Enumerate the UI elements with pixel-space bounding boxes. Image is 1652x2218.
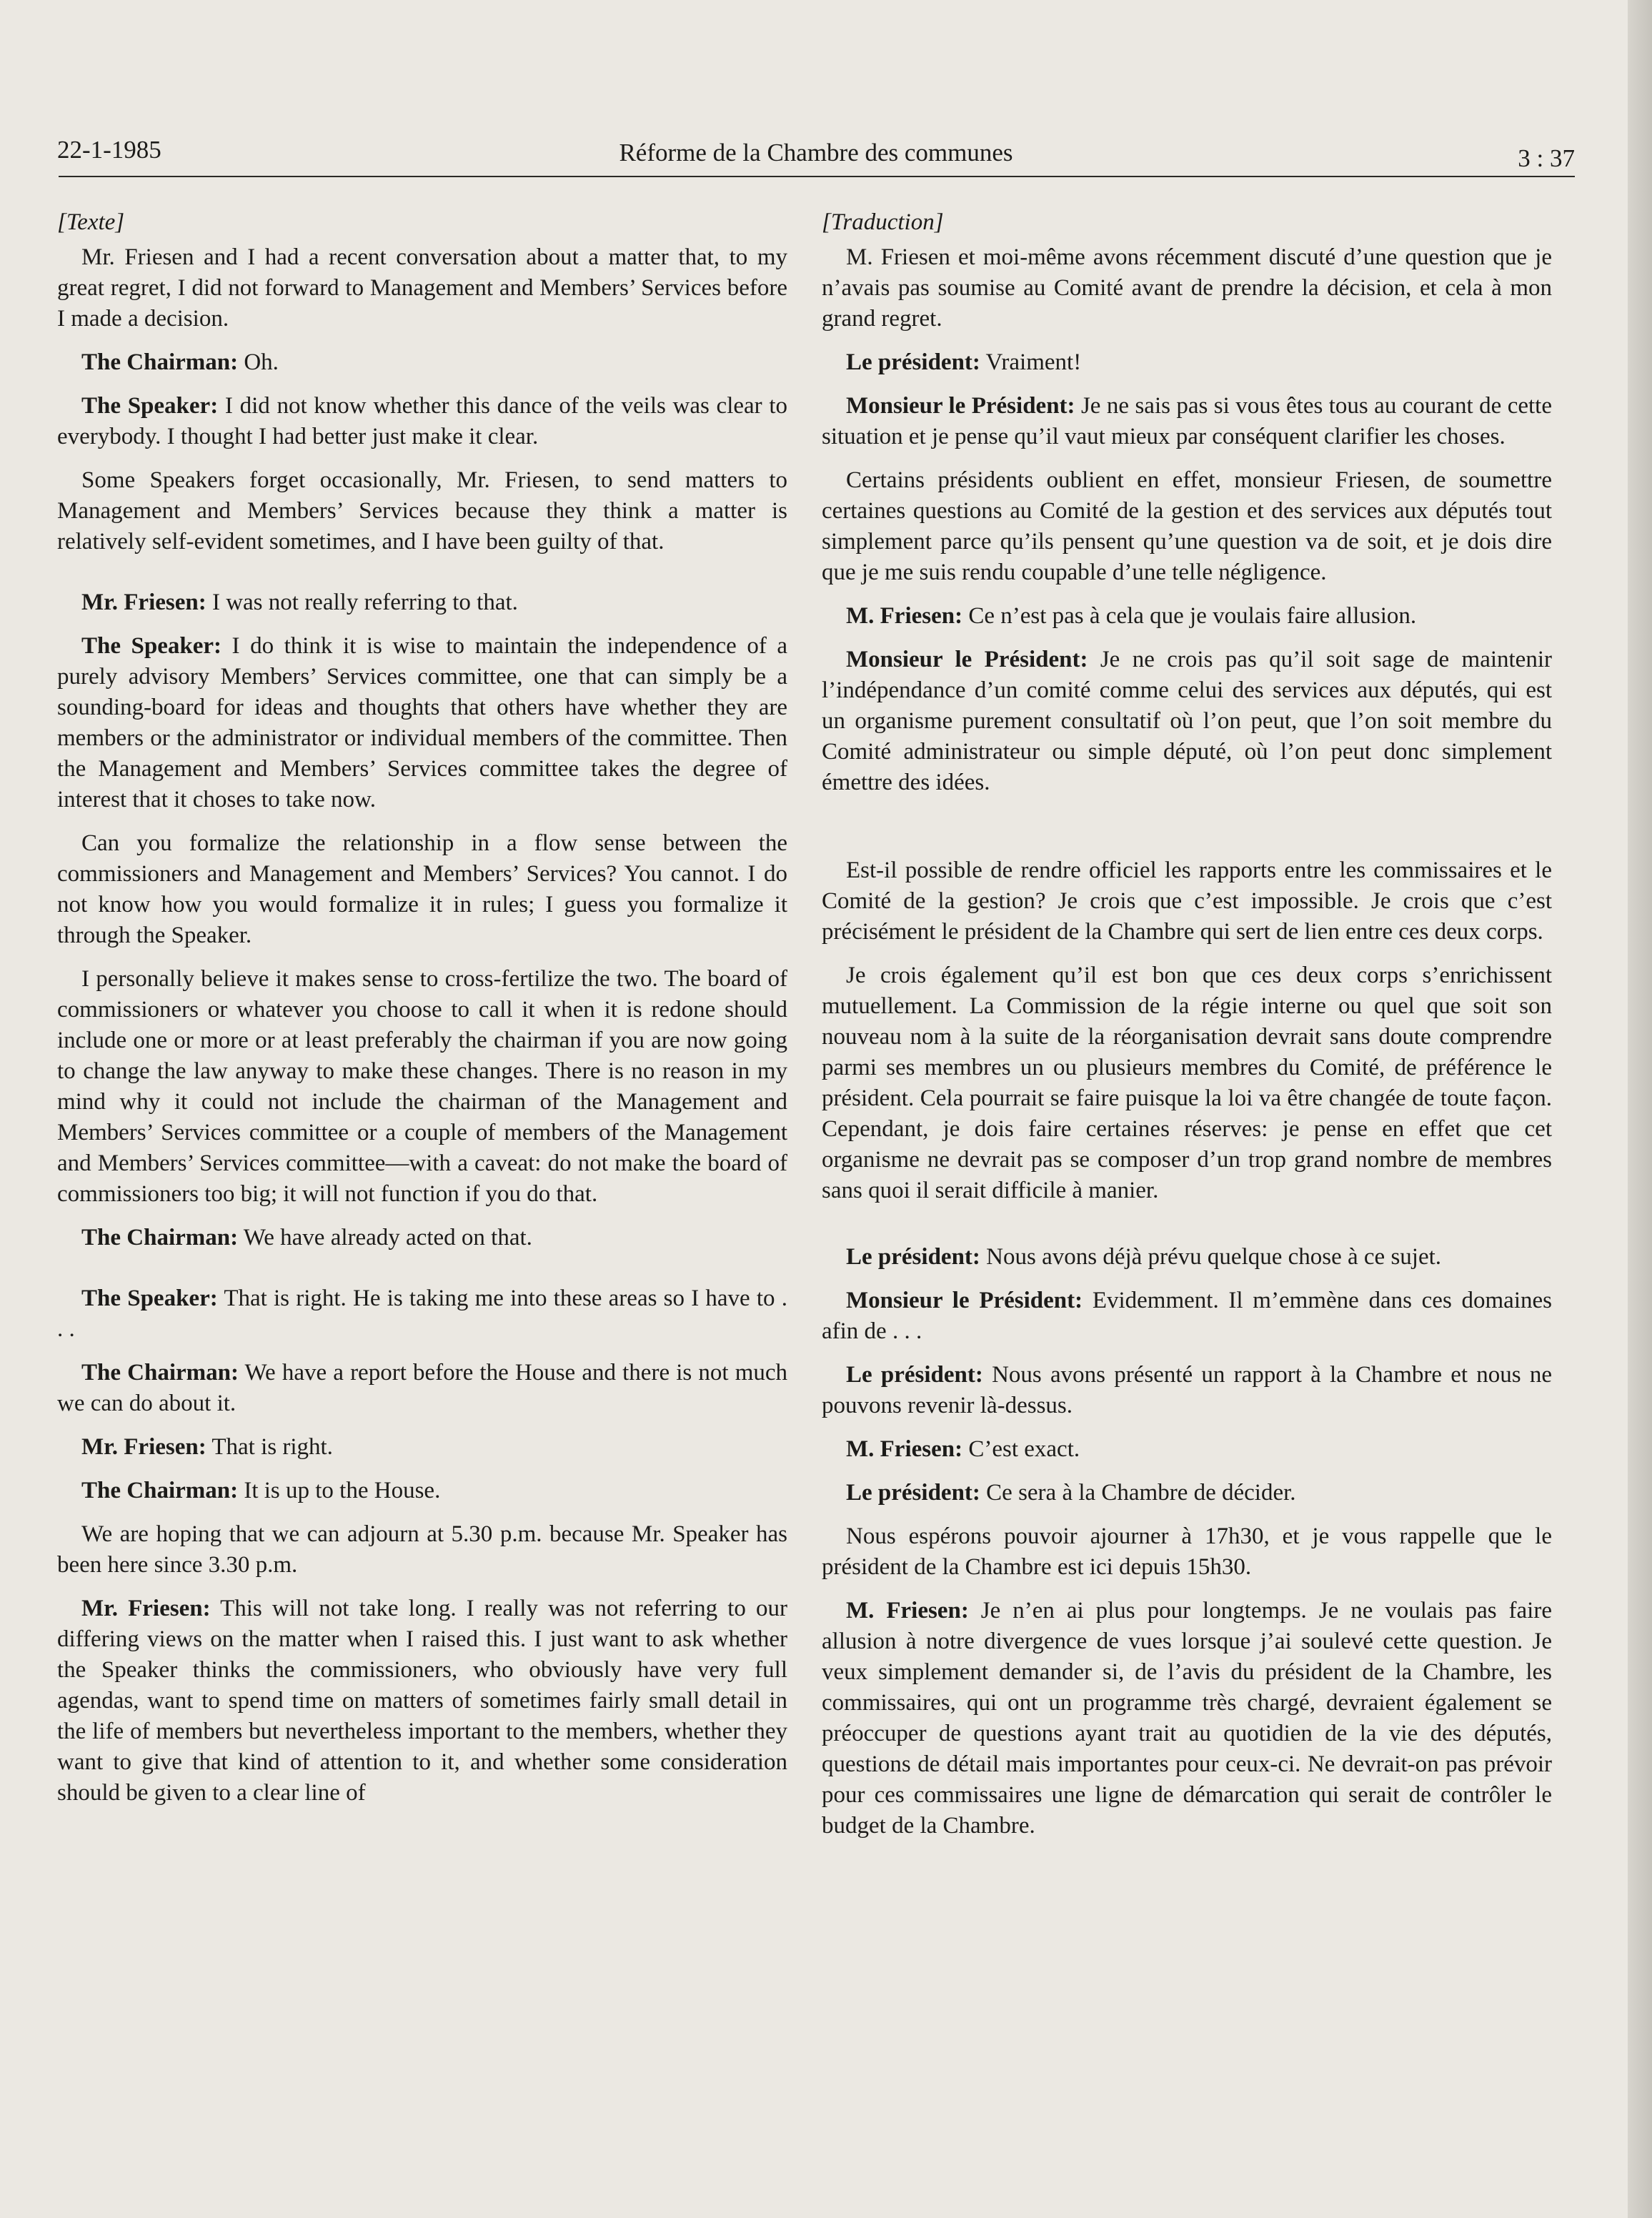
speaker-name: M. Friesen: [846, 603, 963, 629]
speaker-name: The Chairman: [81, 1225, 239, 1250]
paragraph: The Speaker: That is right. He is taking me into these areas so I have to . . . [57, 1285, 788, 1342]
paragraph: Monsieur le Président: Evidemment. Il m’emmène dans ces domaines afin de . . . [822, 1288, 1552, 1344]
page-edge-shadow [1628, 0, 1652, 2218]
speaker-name: Mr. Friesen: [81, 590, 206, 615]
paragraph: I personally believe it makes sense to cross-fertilize the two. The board of commissioners or whatever you choose to call it when it is redone should include one or more or at least preferably the chairman if you are now going to change the law anyway to make these changes. There is no reason in my mind why it could not include the chairman of the Management and Members’ Services committee or a couple of members of the Management and Members’ Services committee—with a caveat: do not make the board of commissioners too big; it will not function if you do that. [57, 966, 787, 1207]
speaker-name: Monsieur le Président: [846, 647, 1088, 672]
paragraph: Can you formalize the relationship in a flow sense between the commissioners and Management and Members’ Services? You cannot. I do not know how you would formalize it in rules; I guess you formalize it through the Speaker. [57, 830, 787, 948]
speaker-name: Le président: [846, 1362, 983, 1388]
speaker-name: Le président: [846, 349, 980, 375]
paragraph: The Chairman: We have a report before the House and there is not much we can do about it. [57, 1360, 788, 1416]
speaker-name: The Chairman: [81, 1478, 239, 1503]
speaker-name: Le président: [846, 1480, 980, 1506]
paragraph: Nous espérons pouvoir ajourner à 17h30, et je vous rappelle que le président de la Chambre est ici depuis 15h30. [822, 1523, 1552, 1580]
speaker-name: The Speaker: [81, 393, 219, 419]
paragraph: Mr. Friesen: This will not take long. I really was not referring to our differing views on the matter when I raised this. I just want to ask whether the Speaker thinks the commissioners, who obviously have very full agendas, want to spend time on matters of sometimes fairly small detail in the life of members but nevertheless important to the members, whether they want to give that kind of attention to it, and whether some consideration should be given to a clear line of [57, 1596, 787, 1806]
speaker-name: Mr. Friesen: [81, 1596, 211, 1621]
english-column [57, 207, 787, 2108]
paragraph: The Speaker: I did not know whether this dance of the veils was clear to everybody. I thought I had better just make it clear. [57, 393, 788, 449]
header-title: Réforme de la Chambre des communes [619, 139, 1013, 166]
paragraph: The Speaker: I do think it is wise to maintain the independence of a purely advisory Members’ Services committee, one that can simply be a sounding-board for ideas and thoughts that others have whether they are members or the administrator or individual members of the committee. Then the Management and Members’ Services committee takes the degree of interest that it choses to take now. [57, 633, 788, 812]
paragraph: M. Friesen et moi-même avons récemment discuté d’une question que je n’avais pas soumise au Comité avant de prendre la décision, et cela à mon grand regret. [822, 244, 1552, 332]
column-label: [Texte] [57, 209, 125, 235]
paragraph: Mr. Friesen: I was not really referring to that. [81, 590, 518, 615]
speaker-name: M. Friesen: [846, 1436, 963, 1462]
paragraph: Mr. Friesen: That is right. [81, 1434, 333, 1460]
paragraph: The Chairman: It is up to the House. [81, 1478, 441, 1503]
header-rule [59, 176, 1575, 177]
column-label: [Traduction] [822, 209, 944, 235]
paragraph: Je crois également qu’il est bon que ces deux corps s’enrichissent mutuellement. La Commission de la régie interne ou quel que soit son nouveau nom à la suite de la réorganisation devrait sans doute comprendre parmi ses membres un ou plusieurs membres du Comité, de préférence le président. Cela pourrait se faire puisque la loi va être changée de toute façon. Cependant, je dois faire certaines réserves: je pense en effet que cet organisme ne devrait pas se composer d’un trop grand nombre de membres sans quoi il serait difficile à manier. [822, 963, 1552, 1203]
header-date: 22-1-1985 [57, 136, 161, 164]
speaker-name: The Speaker: [81, 633, 222, 659]
paragraph: Est-il possible de rendre officiel les rapports entre les commissaires et le Comité de la gestion? Je crois que c’est impossible. Je crois que c’est précisément le président de la Chambre qui sert de lien entre ces deux corps. [822, 857, 1552, 945]
paragraph: Le président: Nous avons présenté un rapport à la Chambre et nous ne pouvons revenir là-dessus. [822, 1362, 1552, 1418]
paragraph: We are hoping that we can adjourn at 5.30 p.m. because Mr. Speaker has been here since 3.30 p.m. [57, 1521, 787, 1578]
speaker-name: Monsieur le Président: [846, 393, 1075, 419]
french-column [822, 207, 1552, 2108]
speaker-name: The Speaker: [81, 1285, 218, 1311]
paragraph: Le président: Ce sera à la Chambre de décider. [846, 1480, 1296, 1506]
speaker-name: The Chairman: [81, 1360, 239, 1386]
paragraph: The Chairman: We have already acted on that. [81, 1225, 532, 1250]
speaker-name: Mr. Friesen: [81, 1434, 206, 1460]
paragraph: Le président: Vraiment! [846, 349, 1082, 375]
paragraph: Certains présidents oublient en effet, monsieur Friesen, de soumettre certaines questions au Comité de la gestion et des services aux députés tout simplement parce qu’ils pensent qu’une question va de soit, et je dois dire que je me suis rendu coupable d’une telle négligence. [822, 467, 1552, 585]
paragraph: Le président: Nous avons déjà prévu quelque chose à ce sujet. [846, 1244, 1442, 1270]
paragraph: Mr. Friesen and I had a recent conversation about a matter that, to my great regret, I did not forward to Management and Members’ Services before I made a decision. [57, 244, 787, 332]
speaker-name: M. Friesen: [846, 1598, 969, 1623]
header-page-number: 3 : 37 [1518, 144, 1575, 172]
paragraph: M. Friesen: Ce n’est pas à cela que je voulais faire allusion. [846, 603, 1417, 629]
paragraph: Monsieur le Président: Je ne crois pas qu’il soit sage de maintenir l’indépendance d’un comité comme celui des services aux députés, qui est un organisme purement consultatif où l’on peut, que l’on soit membre du Comité administrateur ou simple député, où l’on peut donc simplement émettre des idées. [822, 647, 1552, 795]
paragraph: M. Friesen: C’est exact. [846, 1436, 1080, 1462]
paragraph: Some Speakers forget occasionally, Mr. Friesen, to send matters to Management and Members’ Services because they think a matter is relatively self-evident sometimes, and I have been guilty of that. [57, 467, 787, 554]
page-header [57, 136, 1575, 176]
speaker-name: Le président: [846, 1244, 980, 1270]
paragraph: M. Friesen: Je n’en ai plus pour longtemps. Je ne voulais pas faire allusion à notre divergence de vues lorsque j’ai soulevé cette question. Je veux simplement demander si, de l’avis du président de la Chambre, les commissaires, qui ont un programme très chargé, devraient également se préoccuper de questions ayant trait au quotidien de la vie des députés, questions de détail mais importantes pour ceux-ci. Ne devrait-on pas prévoir pour ces commissaires une ligne de démarcation qui serait de contrôler le budget de la Chambre. [822, 1598, 1552, 1839]
paragraph: Monsieur le Président: Je ne sais pas si vous êtes tous au courant de cette situation et je pense qu’il vaut mieux par conséquent clarifier les choses. [822, 393, 1552, 449]
speaker-name: Monsieur le Président: [846, 1288, 1083, 1313]
paragraph: The Chairman: Oh. [81, 349, 279, 375]
speaker-name: The Chairman: [81, 349, 239, 375]
